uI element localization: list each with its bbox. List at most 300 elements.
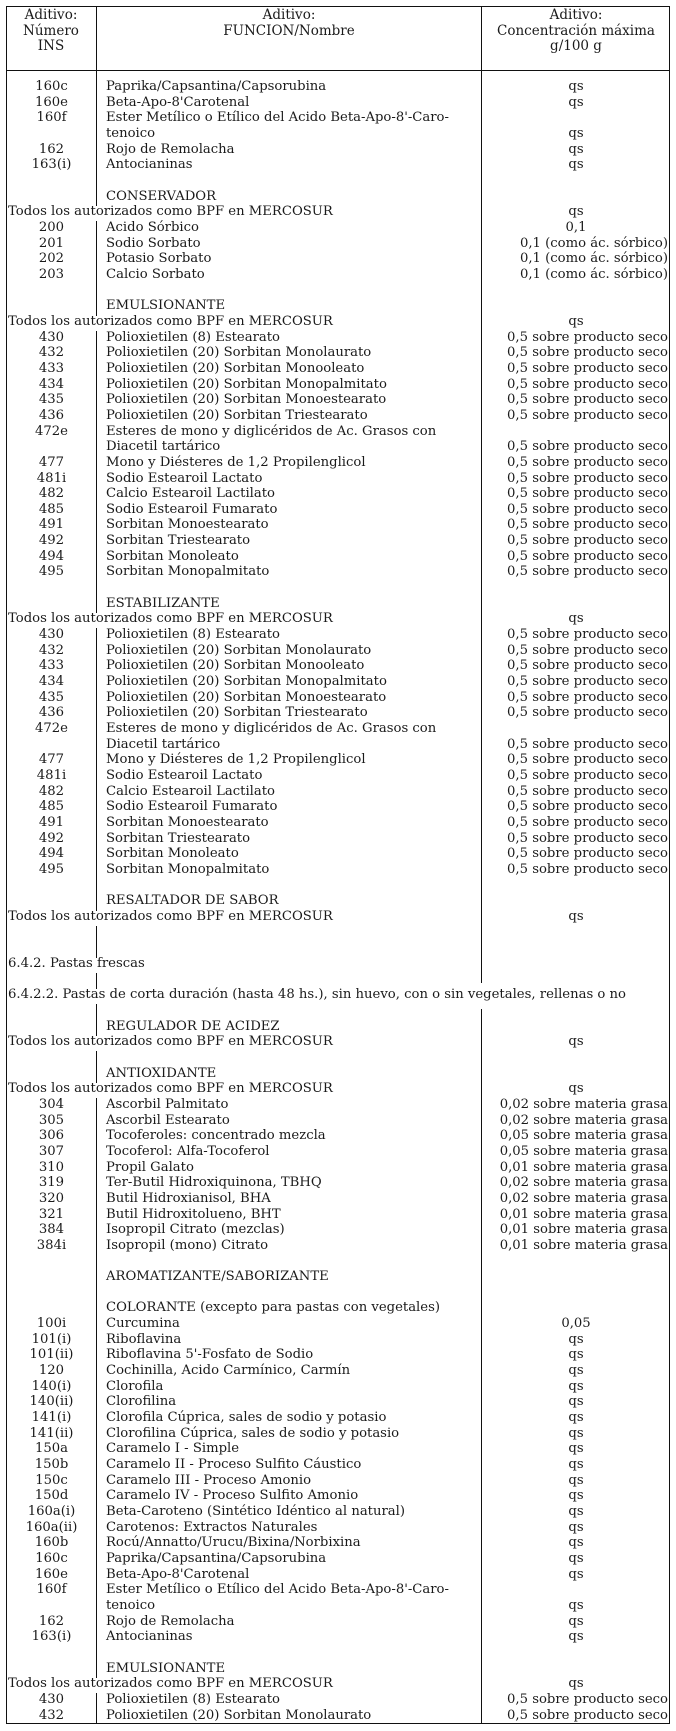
additive-name: Isopropil Citrato (mezclas) [106,1222,285,1238]
additive-name: Polioxietilen (20) Sorbitan Monopalmitato [106,674,387,690]
function-heading: EMULSIONANTE [106,298,226,314]
additive-name: Riboflavina 5'-Fosfato de Sodio [106,1347,314,1363]
ins-number: 434 [38,674,65,690]
table-row-item [6,549,670,565]
ins-number: 100i [36,1316,67,1332]
table-row-func [6,1300,670,1316]
table-row-item [6,1488,670,1504]
ins-number: 160c [35,1551,68,1567]
ins-number: 141(ii) [29,1425,74,1441]
header-ins [6,8,96,55]
table-row-item [6,1473,670,1489]
function-heading: EMULSIONANTE [106,1660,226,1676]
additive-name: Polioxietilen (20) Sorbitan Monoestearato [106,689,387,705]
header-conc-line-3: g/100 g [550,38,602,54]
max-concentration: 0,5 sobre producto seco [507,439,668,455]
additive-name: Calcio Sorbato [106,266,205,282]
ins-number: 163(i) [31,1629,72,1645]
ins-number: 477 [38,752,65,768]
additive-name: Sorbitan Triestearato [106,533,251,549]
max-concentration: qs [568,1410,584,1426]
max-concentration: qs [568,611,584,627]
ins-number: 482 [38,783,65,799]
ins-number: 491 [38,815,65,831]
additive-name: Polioxietilen (20) Sorbitan Triestearato [106,705,368,721]
ins-number: 481i [36,470,67,486]
header-ins-line-3: INS [37,38,65,54]
additive-name: Mono y Diésteres de 1,2 Propilenglicol [106,752,366,768]
table-row-item [6,815,670,831]
section-heading: 6.4.2.2. Pastas de corta duración (hasta 48 hs.), sin huevo, con o sin vegetales, rellenas o no [8,987,626,1003]
table-row-func [6,1066,670,1082]
additive-name: Tocoferol: Alfa-Tocoferol [106,1143,270,1159]
table-row-item [6,1394,670,1410]
ins-number: 150d [34,1488,69,1504]
max-concentration: 0,5 sobre producto seco [507,783,668,799]
additive-name: Riboflavina [106,1331,182,1347]
additive-name: Polioxietilen (8) Estearato [106,329,280,345]
table-row-item [6,1238,670,1254]
max-concentration: 0,5 sobre producto seco [507,548,668,564]
table-row-item [6,126,670,142]
additive-name: Calcio Estearoil Lactilato [106,783,275,799]
additive-name: Calcio Estearoil Lactilato [106,486,275,502]
additive-name: Polioxietilen (8) Estearato [106,627,280,643]
table-row-item [6,846,670,862]
table-row-item [6,1113,670,1129]
table-row-item [6,439,670,455]
table-row-func [6,1019,670,1035]
additive-name: Rocú/Annatto/Urucu/Bixina/Norbixina [106,1535,361,1551]
max-concentration: 0,1 (como ác. sórbico) [519,266,668,282]
table-row-section [6,956,670,972]
header-border-bottom [6,70,670,71]
table-row-item [6,1316,670,1332]
max-concentration: 0,5 sobre producto seco [507,862,668,877]
table-row-item [6,1191,670,1207]
section-heading: 6.4.2. Pastas frescas [8,955,145,971]
header-function-name [97,8,481,39]
ins-number: 430 [38,1691,65,1707]
table-row-item [6,1128,670,1144]
ins-number: 435 [38,689,65,705]
table-row-all [6,909,670,925]
additive-name: Sorbitan Monoestearato [106,815,269,831]
additive-name: Sorbitan Monopalmitato [106,564,270,580]
table-row-item [6,471,670,487]
table-row-item [6,1347,670,1363]
function-heading: CONSERVADOR [106,188,217,204]
additive-name: Sorbitan Triestearato [106,830,251,846]
additive-name: Sodio Sorbato [106,235,201,251]
table-row-item [6,564,670,580]
table-row-item [6,220,670,236]
max-concentration: 0,05 sobre materia grasa [499,1143,668,1159]
additive-name: Antocianinas [106,157,193,173]
additive-name: Esteres de mono y diglicéridos de Ac. Grasos con [106,423,437,439]
table-row-func [6,893,670,909]
header-conc-line-1: Aditivo: [549,7,603,23]
header-ins-line-1: Aditivo: [24,7,78,23]
ins-number: 433 [38,658,65,674]
table-row-item [6,1629,670,1645]
max-concentration: 0,5 sobre producto seco [507,1691,668,1707]
all-authorized-label: Todos los autorizados como BPF en MERCOSUR [8,313,333,329]
ins-number: 492 [38,533,65,549]
max-concentration: qs [568,125,584,141]
table-row-item [6,157,670,173]
additive-name: Sorbitan Monoleato [106,846,239,862]
ins-number: 492 [38,830,65,846]
ins-number: 162 [38,141,65,157]
max-concentration: 0,1 (como ác. sórbico) [519,235,668,251]
table-row-item [6,95,670,111]
additive-name: Propil Galato [106,1159,194,1175]
ins-number: 434 [38,376,65,392]
max-concentration: 0,5 sobre producto seco [507,768,668,784]
additive-name: Esteres de mono y diglicéridos de Ac. Grasos con [106,721,437,737]
ins-number: 163(i) [31,157,72,173]
table-row-item [6,79,670,95]
ins-number: 481i [36,768,67,784]
additive-name: Sodio Estearoil Lactato [106,768,263,784]
additive-name: Polioxietilen (20) Sorbitan Monooleato [106,360,365,376]
table-row-item [6,768,670,784]
header-function-line-2: FUNCION/Nombre [223,22,355,39]
max-concentration: 0,5 sobre producto seco [507,674,668,690]
all-authorized-label: Todos los autorizados como BPF en MERCOSUR [8,1034,333,1050]
additive-name: Polioxietilen (20) Sorbitan Monoestearato [106,392,387,408]
max-concentration: qs [568,1472,584,1488]
additive-name: Carotenos: Extractos Naturales [106,1519,318,1535]
table-row-item [6,784,670,800]
table-row-func [6,189,670,205]
additive-name: Antocianinas [106,1629,193,1645]
max-concentration: qs [568,157,584,173]
max-concentration: qs [568,1519,584,1535]
function-heading: ESTABILIZANTE [106,595,220,611]
ins-number: 432 [38,345,65,361]
additive-name: Sorbitan Monopalmitato [106,862,270,877]
max-concentration: qs [568,1394,584,1410]
max-concentration: 0,5 sobre producto seco [507,517,668,533]
ins-number: 160a(i) [27,1504,76,1520]
additive-name: Polioxietilen (8) Estearato [106,1691,280,1707]
all-authorized-label: Todos los autorizados como BPF en MERCOSUR [8,204,333,220]
ins-number: 305 [38,1112,65,1128]
max-concentration: 0,5 sobre producto seco [507,846,668,862]
additive-name: Clorofila Cúprica, sales de sodio y potasio [106,1410,387,1426]
max-concentration: 0,5 sobre producto seco [507,815,668,831]
table-row-item [6,361,670,377]
table-row-item [6,251,670,267]
table-row-all [6,204,670,220]
all-authorized-label: Todos los autorizados como BPF en MERCOSUR [8,908,333,924]
table-row-item [6,1175,670,1191]
ins-number: 384i [36,1237,67,1253]
additive-name: Mono y Diésteres de 1,2 Propilenglicol [106,454,366,470]
additive-name: Paprika/Capsantina/Capsorubina [106,79,327,94]
max-concentration: 0,5 sobre producto seco [507,642,668,658]
additive-name: Ascorbil Estearato [106,1112,230,1128]
additive-name: Beta-Apo-8'Carotenal [106,94,250,110]
table-row-all [6,611,670,627]
ins-number: 150b [34,1457,69,1473]
table-row-item [6,533,670,549]
additive-name: Sorbitan Monoestearato [106,517,269,533]
max-concentration: 0,5 sobre producto seco [507,799,668,815]
max-concentration: qs [568,1441,584,1457]
ins-number: 201 [38,235,65,251]
ins-number: 160f [36,1582,67,1598]
additive-name: Rojo de Remolacha [106,1613,235,1629]
table-row-item [6,1582,670,1598]
table-row-item [6,1598,670,1614]
max-concentration: qs [568,141,584,157]
additive-name: Sodio Estearoil Fumarato [106,501,278,517]
table-row-all [6,1081,670,1097]
ins-number: 200 [38,219,65,235]
max-concentration: qs [568,79,584,94]
header-ins-line-2: Número [23,22,79,39]
table-row-item [6,1426,670,1442]
table-row-item [6,1410,670,1426]
ins-number: 141(i) [31,1410,72,1426]
header-conc-line-2: Concentración máxima [497,22,655,39]
additive-name: Cochinilla, Acido Carmínico, Carmín [106,1363,351,1379]
table-row-item [6,1441,670,1457]
ins-number: 160e [35,94,68,110]
additive-name: Sodio Estearoil Fumarato [106,799,278,815]
additive-name: Curcumina [106,1316,180,1332]
table-row-item [6,1504,670,1520]
table-row-item [6,658,670,674]
table-row-item [6,408,670,424]
max-concentration: qs [568,1598,584,1614]
ins-number: 430 [38,329,65,345]
max-concentration: 0,5 sobre producto seco [507,501,668,517]
ins-number: 432 [38,1707,65,1723]
table-row-item [6,345,670,361]
ins-number: 101(ii) [29,1347,74,1363]
table-row-item [6,862,670,878]
table-row-item [6,330,670,346]
ins-number: 140(i) [31,1378,72,1394]
max-concentration: 0,02 sobre materia grasa [499,1112,668,1128]
ins-number: 162 [38,1613,65,1629]
max-concentration: 0,5 sobre producto seco [507,752,668,768]
max-concentration: 0,5 sobre producto seco [507,564,668,580]
max-concentration: 0,01 sobre materia grasa [499,1237,668,1253]
additive-name: tenoico [106,125,156,141]
additive-name: Butil Hidroxianisol, BHA [106,1190,271,1206]
function-heading: COLORANTE (excepto para pastas con vegetales) [106,1300,440,1316]
ins-number: 494 [38,846,65,862]
table-row-item [6,690,670,706]
ins-number: 120 [38,1363,65,1379]
max-concentration: qs [568,1504,584,1520]
max-concentration: 0,1 (como ác. sórbico) [519,251,668,267]
table-row-item [6,674,670,690]
additive-name: Diacetil tartárico [106,439,221,455]
function-heading: ANTIOXIDANTE [106,1065,217,1081]
max-concentration: qs [568,1676,584,1692]
ins-number: 319 [38,1175,65,1191]
ins-number: 384 [38,1222,65,1238]
table-row-item [6,1207,670,1223]
table-row-item [6,424,670,440]
all-authorized-label: Todos los autorizados como BPF en MERCOSUR [8,1081,333,1097]
all-authorized-label: Todos los autorizados como BPF en MERCOSUR [8,611,333,627]
max-concentration: 0,5 sobre producto seco [507,1707,668,1723]
max-concentration: 0,02 sobre materia grasa [499,1190,668,1206]
additive-name: Ter-Butil Hidroxiquinona, TBHQ [106,1175,322,1191]
max-concentration: 0,05 [561,1316,591,1332]
table-row-item [6,705,670,721]
max-concentration: 0,5 sobre producto seco [507,454,668,470]
table-row-item [6,1708,670,1724]
table-row-item [6,1457,670,1473]
additive-name: Polioxietilen (20) Sorbitan Monopalmitato [106,376,387,392]
max-concentration: 0,01 sobre materia grasa [499,1159,668,1175]
table-row-item [6,627,670,643]
ins-number: 160e [35,1566,68,1582]
table-row-item [6,392,670,408]
max-concentration: 0,5 sobre producto seco [507,533,668,549]
max-concentration: qs [568,204,584,220]
max-concentration: 0,5 sobre producto seco [507,345,668,361]
ins-number: 160c [35,79,68,94]
ins-number: 203 [38,266,65,282]
table-row-all [6,1034,670,1050]
max-concentration: qs [568,1331,584,1347]
max-concentration: qs [568,313,584,329]
additive-name: Polioxietilen (20) Sorbitan Monolaurato [106,1707,372,1723]
function-heading: RESALTADOR DE SABOR [106,893,279,909]
ins-number: 491 [38,517,65,533]
additive-name: Caramelo I - Simple [106,1441,240,1457]
max-concentration: qs [568,1566,584,1582]
max-concentration: qs [568,908,584,924]
max-concentration: qs [568,1081,584,1097]
ins-number: 494 [38,548,65,564]
ins-number: 140(ii) [29,1394,74,1410]
max-concentration: 0,01 sobre materia grasa [499,1206,668,1222]
max-concentration: qs [568,1347,584,1363]
max-concentration: qs [568,94,584,110]
max-concentration: 0,01 sobre materia grasa [499,1222,668,1238]
additive-name: Polioxietilen (20) Sorbitan Monolaurato [106,345,372,361]
table-row-item [6,643,670,659]
additive-name: Caramelo II - Proceso Sulfito Cáustico [106,1457,362,1473]
function-heading: AROMATIZANTE/SABORIZANTE [106,1269,329,1285]
ins-number: 306 [38,1128,65,1144]
ins-number: 477 [38,454,65,470]
additive-name: Beta-Caroteno (Sintético Idéntico al natural) [106,1504,405,1520]
table-row-func [6,1661,670,1677]
ins-number: 307 [38,1143,65,1159]
table-row-item [6,517,670,533]
additive-name: Butil Hidroxitolueno, BHT [106,1206,281,1222]
table-row-item [6,1535,670,1551]
additive-name: Clorofilina [106,1394,177,1410]
additive-name: Polioxietilen (20) Sorbitan Monooleato [106,658,365,674]
table-row-item [6,1614,670,1630]
table-row-item [6,799,670,815]
header-function-line-1: Aditivo: [262,7,316,23]
table-row-item [6,1379,670,1395]
additive-name: Sodio Estearoil Lactato [106,470,263,486]
header-concentration [482,8,670,55]
table-row-item [6,236,670,252]
max-concentration: 0,5 sobre producto seco [507,830,668,846]
ins-number: 101(i) [31,1331,72,1347]
ins-number: 150c [35,1472,68,1488]
table-row-func [6,596,670,612]
ins-number: 495 [38,564,65,580]
ins-number: 485 [38,799,65,815]
ins-number: 433 [38,360,65,376]
table-row-item [6,737,670,753]
table-row-item [6,1160,670,1176]
ins-number: 320 [38,1190,65,1206]
ins-number: 160f [36,110,67,126]
additive-name: Polioxietilen (20) Sorbitan Monolaurato [106,642,372,658]
additive-name: Isopropil (mono) Citrato [106,1237,269,1253]
table-row-item [6,377,670,393]
max-concentration: qs [568,1613,584,1629]
ins-number: 150a [34,1441,69,1457]
function-heading: REGULADOR DE ACIDEZ [106,1018,280,1034]
table-row-item [6,110,670,126]
max-concentration: 0,5 sobre producto seco [507,486,668,502]
max-concentration: 0,5 sobre producto seco [507,407,668,423]
max-concentration: 0,05 sobre materia grasa [499,1128,668,1144]
ins-number: 436 [38,407,65,423]
ins-number: 472e [35,721,68,737]
table-row-item [6,1520,670,1536]
max-concentration: 0,5 sobre producto seco [507,360,668,376]
max-concentration: qs [568,1425,584,1441]
additive-name: Clorofila [106,1378,164,1394]
ins-number: 436 [38,705,65,721]
table-row-func [6,1269,670,1285]
max-concentration: qs [568,1535,584,1551]
table-row-item [6,502,670,518]
ins-number: 160a(ii) [25,1519,78,1535]
ins-number: 472e [35,423,68,439]
table-row-item [6,142,670,158]
max-concentration: qs [568,1457,584,1473]
table-row-item [6,721,670,737]
table-row-item [6,1144,670,1160]
additive-name: Potasio Sorbato [106,251,212,267]
ins-number: 495 [38,862,65,877]
ins-number: 432 [38,642,65,658]
ins-number: 435 [38,392,65,408]
ins-number: 482 [38,486,65,502]
ins-number: 160b [34,1535,69,1551]
additive-name: Ascorbil Palmitato [106,1096,229,1112]
table-row-all [6,314,670,330]
max-concentration: 0,5 sobre producto seco [507,705,668,721]
additive-name: Ester Metílico o Etílico del Acido Beta-Apo-8'-Caro- [106,110,449,126]
table-row-item [6,486,670,502]
max-concentration: qs [568,1629,584,1645]
table-row-section [6,987,670,1003]
table-row-item [6,1551,670,1567]
table-row-item [6,1222,670,1238]
